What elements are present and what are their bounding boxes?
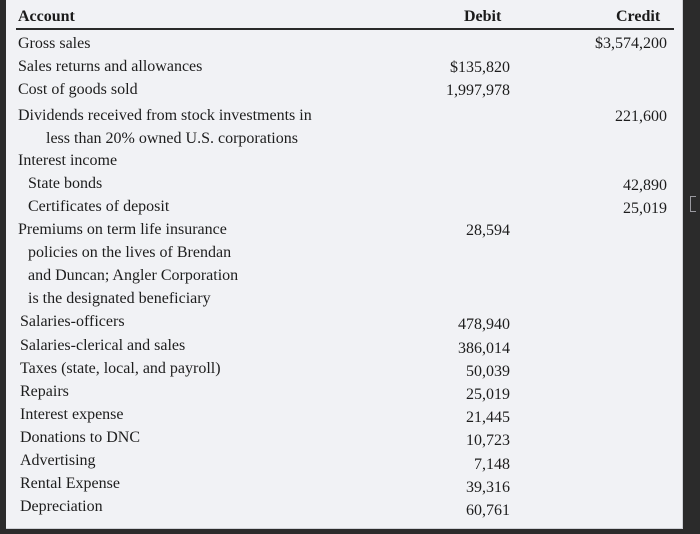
row-debit-interest-expense: 21,445 bbox=[466, 409, 510, 426]
row-credit-cds: 25,019 bbox=[623, 200, 667, 217]
row-label-salaries-officers: Salaries-officers bbox=[20, 313, 125, 330]
row-debit-taxes: 50,039 bbox=[466, 363, 510, 380]
row-label-state-bonds: State bonds bbox=[28, 175, 103, 192]
row-label-taxes: Taxes (state, local, and payroll) bbox=[20, 360, 221, 377]
header-debit: Debit bbox=[464, 8, 502, 25]
header-rule bbox=[16, 28, 674, 30]
row-label-premiums-line1: Premiums on term life insurance bbox=[18, 221, 227, 238]
row-label-dividends-line1: Dividends received from stock investments in bbox=[18, 107, 312, 124]
row-debit-repairs: 25,019 bbox=[466, 386, 510, 403]
row-label-premiums-line4: is the designated beneficiary bbox=[28, 290, 211, 307]
row-credit-dividends: 221,600 bbox=[615, 108, 667, 125]
row-label-cogs: Cost of goods sold bbox=[18, 81, 138, 98]
row-debit-rental: 39,316 bbox=[466, 479, 510, 496]
row-label-donations: Donations to DNC bbox=[20, 429, 140, 446]
row-label-premiums-line3: and Duncan; Angler Corporation bbox=[28, 267, 239, 284]
row-debit-donations: 10,723 bbox=[466, 432, 510, 449]
row-label-salaries-clerical: Salaries-clerical and sales bbox=[20, 337, 186, 354]
row-debit-premiums: 28,594 bbox=[466, 222, 510, 239]
row-debit-salaries-clerical: 386,014 bbox=[458, 340, 510, 357]
row-label-rental: Rental Expense bbox=[20, 475, 120, 492]
row-label-depreciation: Depreciation bbox=[20, 498, 103, 515]
row-label-premiums-line2: policies on the lives of Brendan bbox=[28, 244, 232, 261]
row-label-interest-expense: Interest expense bbox=[20, 406, 124, 423]
row-debit-advertising: 7,148 bbox=[474, 456, 510, 473]
header-account: Account bbox=[18, 8, 75, 25]
row-debit-salaries-officers: 478,940 bbox=[458, 316, 510, 333]
row-credit-state-bonds: 42,890 bbox=[623, 177, 667, 194]
row-label-cds: Certificates of deposit bbox=[28, 198, 170, 215]
row-label-sales-returns: Sales returns and allowances bbox=[18, 58, 203, 75]
edge-bracket-mark bbox=[690, 196, 696, 212]
row-debit-cogs: 1,997,978 bbox=[446, 82, 510, 99]
row-label-interest-income: Interest income bbox=[18, 152, 118, 169]
row-label-advertising: Advertising bbox=[20, 452, 96, 469]
row-label-gross-sales: Gross sales bbox=[18, 35, 91, 52]
row-debit-depreciation: 60,761 bbox=[466, 502, 510, 519]
row-label-repairs: Repairs bbox=[20, 383, 69, 400]
row-debit-sales-returns: $135,820 bbox=[450, 59, 510, 76]
row-label-dividends-line2: less than 20% owned U.S. corporations bbox=[46, 130, 298, 147]
header-credit: Credit bbox=[616, 8, 661, 25]
account-table bbox=[6, 0, 683, 529]
row-credit-gross-sales: $3,574,200 bbox=[595, 35, 667, 52]
